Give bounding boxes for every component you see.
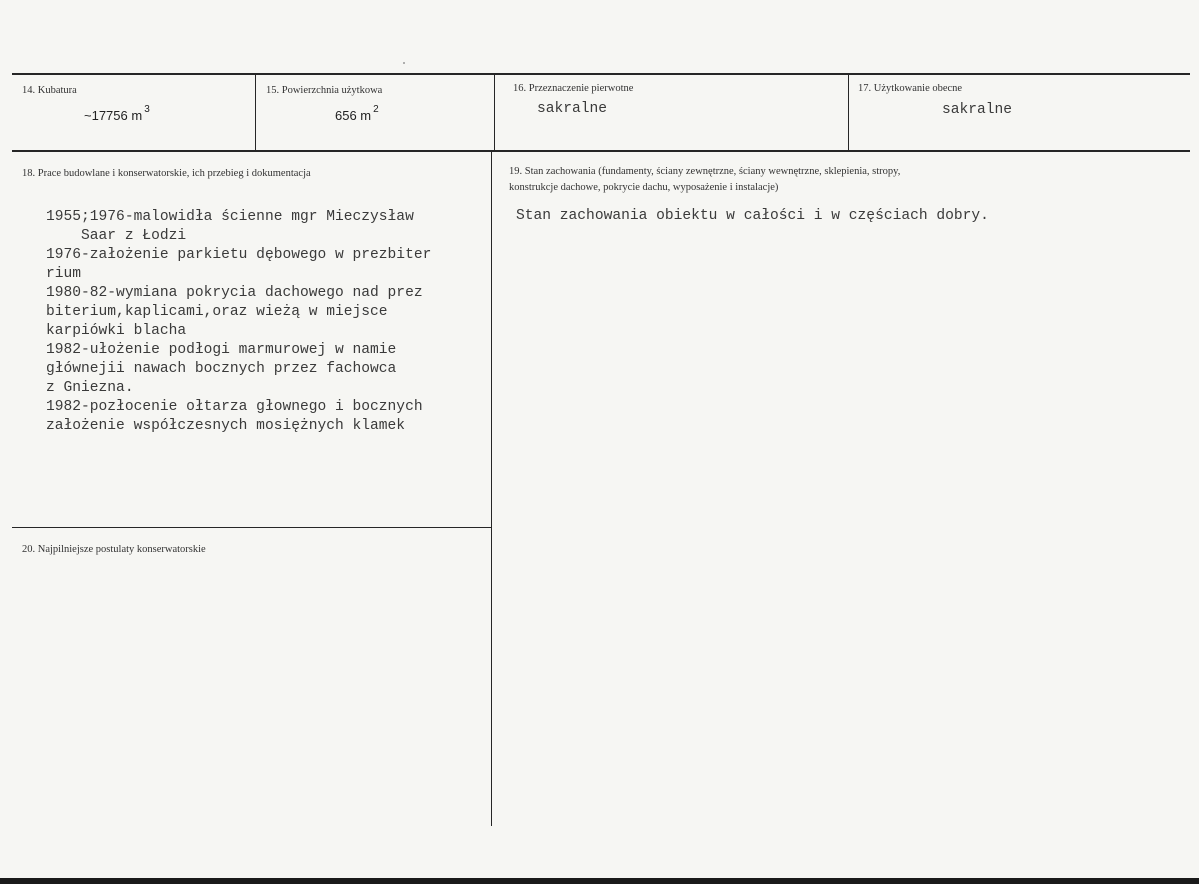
section-18-bottom-rule bbox=[12, 527, 491, 528]
prace-line: 1976-założenie parkietu dębowego w prezbiter bbox=[46, 247, 432, 263]
stan-value: Stan zachowania obiektu w całości i w częściach dobry. bbox=[516, 208, 989, 224]
prace-label: 18. Prace budowlane i konserwatorskie, ich przebieg i dokumentacja bbox=[22, 168, 311, 179]
prace-line: Saar z Łodzi bbox=[46, 228, 187, 244]
stan-label-line1: 19. Stan zachowania (fundamenty, ściany zewnętrzne, ściany wewnętrzne, sklepienia, stropy, bbox=[509, 166, 901, 177]
kubatura-label: 14. Kubatura bbox=[22, 85, 77, 96]
prace-line: założenie współczesnych mosiężnych klamek bbox=[46, 418, 406, 434]
przeznaczenie-value: sakralne bbox=[537, 101, 608, 117]
divider-16-17 bbox=[848, 75, 849, 150]
divider-14-15 bbox=[255, 75, 256, 150]
prace-line: karpiówki blacha bbox=[46, 323, 187, 339]
postulaty-label: 20. Najpilniejsze postulaty konserwatorskie bbox=[22, 544, 206, 555]
kubatura-value bbox=[84, 104, 150, 123]
speck bbox=[403, 62, 405, 64]
powierzchnia-number: 656 m bbox=[335, 108, 372, 123]
prace-line: 1955;1976-malowidła ścienne mgr Mieczysław bbox=[46, 209, 414, 225]
prace-line: biterium,kaplicami,oraz wieżą w miejsce bbox=[46, 304, 388, 320]
przeznaczenie-label: 16. Przeznaczenie pierwotne bbox=[513, 83, 634, 94]
stan-label-line2: konstrukcje dachowe, pokrycie dachu, wyposażenie i instalacje) bbox=[509, 182, 779, 193]
kubatura-unit-exponent: 3 bbox=[144, 104, 150, 115]
prace-entries bbox=[46, 208, 431, 436]
prace-line: rium bbox=[46, 266, 82, 282]
uzytkowanie-value: sakralne bbox=[942, 102, 1013, 118]
powierzchnia-label: 15. Powierzchnia użytkowa bbox=[266, 85, 383, 96]
main-column-divider bbox=[491, 152, 492, 826]
bottom-edge bbox=[0, 878, 1199, 884]
powierzchnia-unit-exponent: 2 bbox=[373, 104, 379, 115]
prace-line: głównejii nawach bocznych przez fachowca bbox=[46, 361, 397, 377]
powierzchnia-value bbox=[335, 104, 379, 123]
prace-line: z Gniezna. bbox=[46, 380, 134, 396]
kubatura-number: ~17756 m bbox=[84, 108, 143, 123]
uzytkowanie-label: 17. Użytkowanie obecne bbox=[858, 83, 963, 94]
prace-line: 1982-ułożenie podłogi marmurowej w namie bbox=[46, 342, 397, 358]
mid-rule bbox=[12, 150, 1190, 152]
prace-line: 1982-pozłocenie ołtarza głownego i bocznych bbox=[46, 399, 423, 415]
prace-line: 1980-82-wymiana pokrycia dachowego nad prez bbox=[46, 285, 423, 301]
top-rule bbox=[12, 73, 1190, 75]
divider-15-16 bbox=[494, 75, 495, 150]
